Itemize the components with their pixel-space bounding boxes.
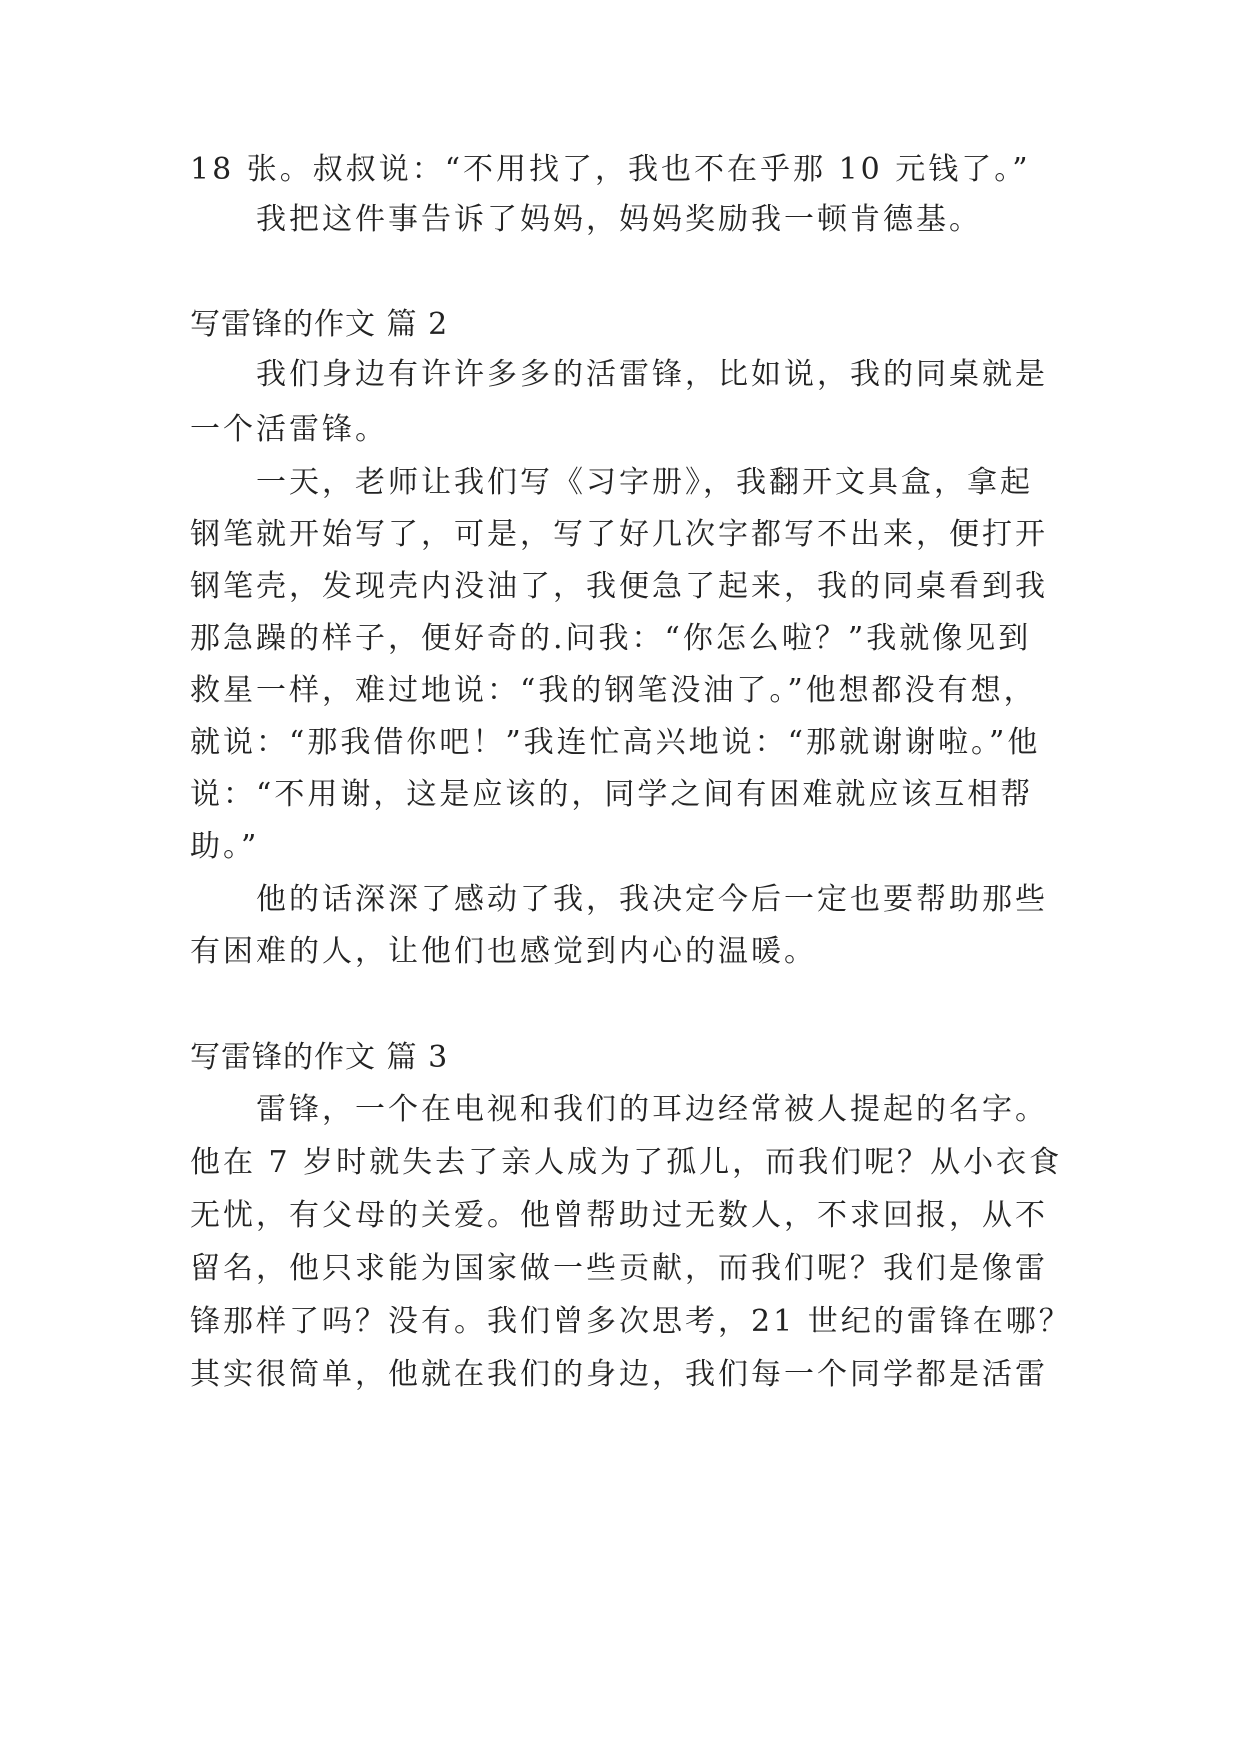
paragraph-first-line: 雷锋，一个在电视和我们的耳边经常被人提起的名字。 xyxy=(256,1092,1048,1127)
text-line: 有困难的人，让他们也感觉到内心的温暖。 xyxy=(190,934,817,969)
text-line: 锋那样了吗？没有。我们曾多次思考，21 世纪的雷锋在哪？ xyxy=(190,1304,1072,1339)
text-line: 18 张。叔叔说：“不用找了，我也不在乎那 10 元钱了。” xyxy=(190,152,1031,187)
paragraph-first-line: 我把这件事告诉了妈妈，妈妈奖励我一顿肯德基。 xyxy=(256,202,982,237)
text-line: 其实很简单，他就在我们的身边，我们每一个同学都是活雷 xyxy=(190,1357,1048,1392)
text-line: 一个活雷锋。 xyxy=(190,412,388,447)
text-line: 就说：“那我借你吧！”我连忙高兴地说：“那就谢谢啦。”他 xyxy=(190,725,1041,760)
text-line: 那急躁的样子，便好奇的.问我：“你怎么啦？”我就像见到 xyxy=(190,621,1032,656)
paragraph-first-line: 他的话深深了感动了我，我决定今后一定也要帮助那些 xyxy=(256,882,1048,917)
text-line: 他在 7 岁时就失去了亲人成为了孤儿，而我们呢？从小衣食 xyxy=(190,1145,1063,1180)
paragraph-first-line: 一天，老师让我们写《习字册》，我翻开文具盒，拿起 xyxy=(256,465,1033,500)
text-line: 说：“不用谢，这是应该的，同学之间有困难就应该互相帮 xyxy=(190,777,1034,812)
text-line: 无忧，有父母的关爱。他曾帮助过无数人，不求回报，从不 xyxy=(190,1198,1048,1233)
text-line: 钢笔就开始写了，可是，写了好几次字都写不出来，便打开 xyxy=(190,517,1048,552)
text-line: 救星一样，难过地说：“我的钢笔没油了。”他想都没有想， xyxy=(190,673,1037,708)
section-heading: 写雷锋的作文 篇 2 xyxy=(190,307,449,342)
paragraph-first-line: 我们身边有许许多多的活雷锋，比如说，我的同桌就是 xyxy=(256,357,1048,392)
section-heading: 写雷锋的作文 篇 3 xyxy=(190,1040,449,1075)
text-line: 钢笔壳，发现壳内没油了，我便急了起来，我的同桌看到我 xyxy=(190,569,1048,604)
text-line: 留名，他只求能为国家做一些贡献，而我们呢？我们是像雷 xyxy=(190,1251,1048,1286)
text-line: 助。” xyxy=(190,829,260,864)
